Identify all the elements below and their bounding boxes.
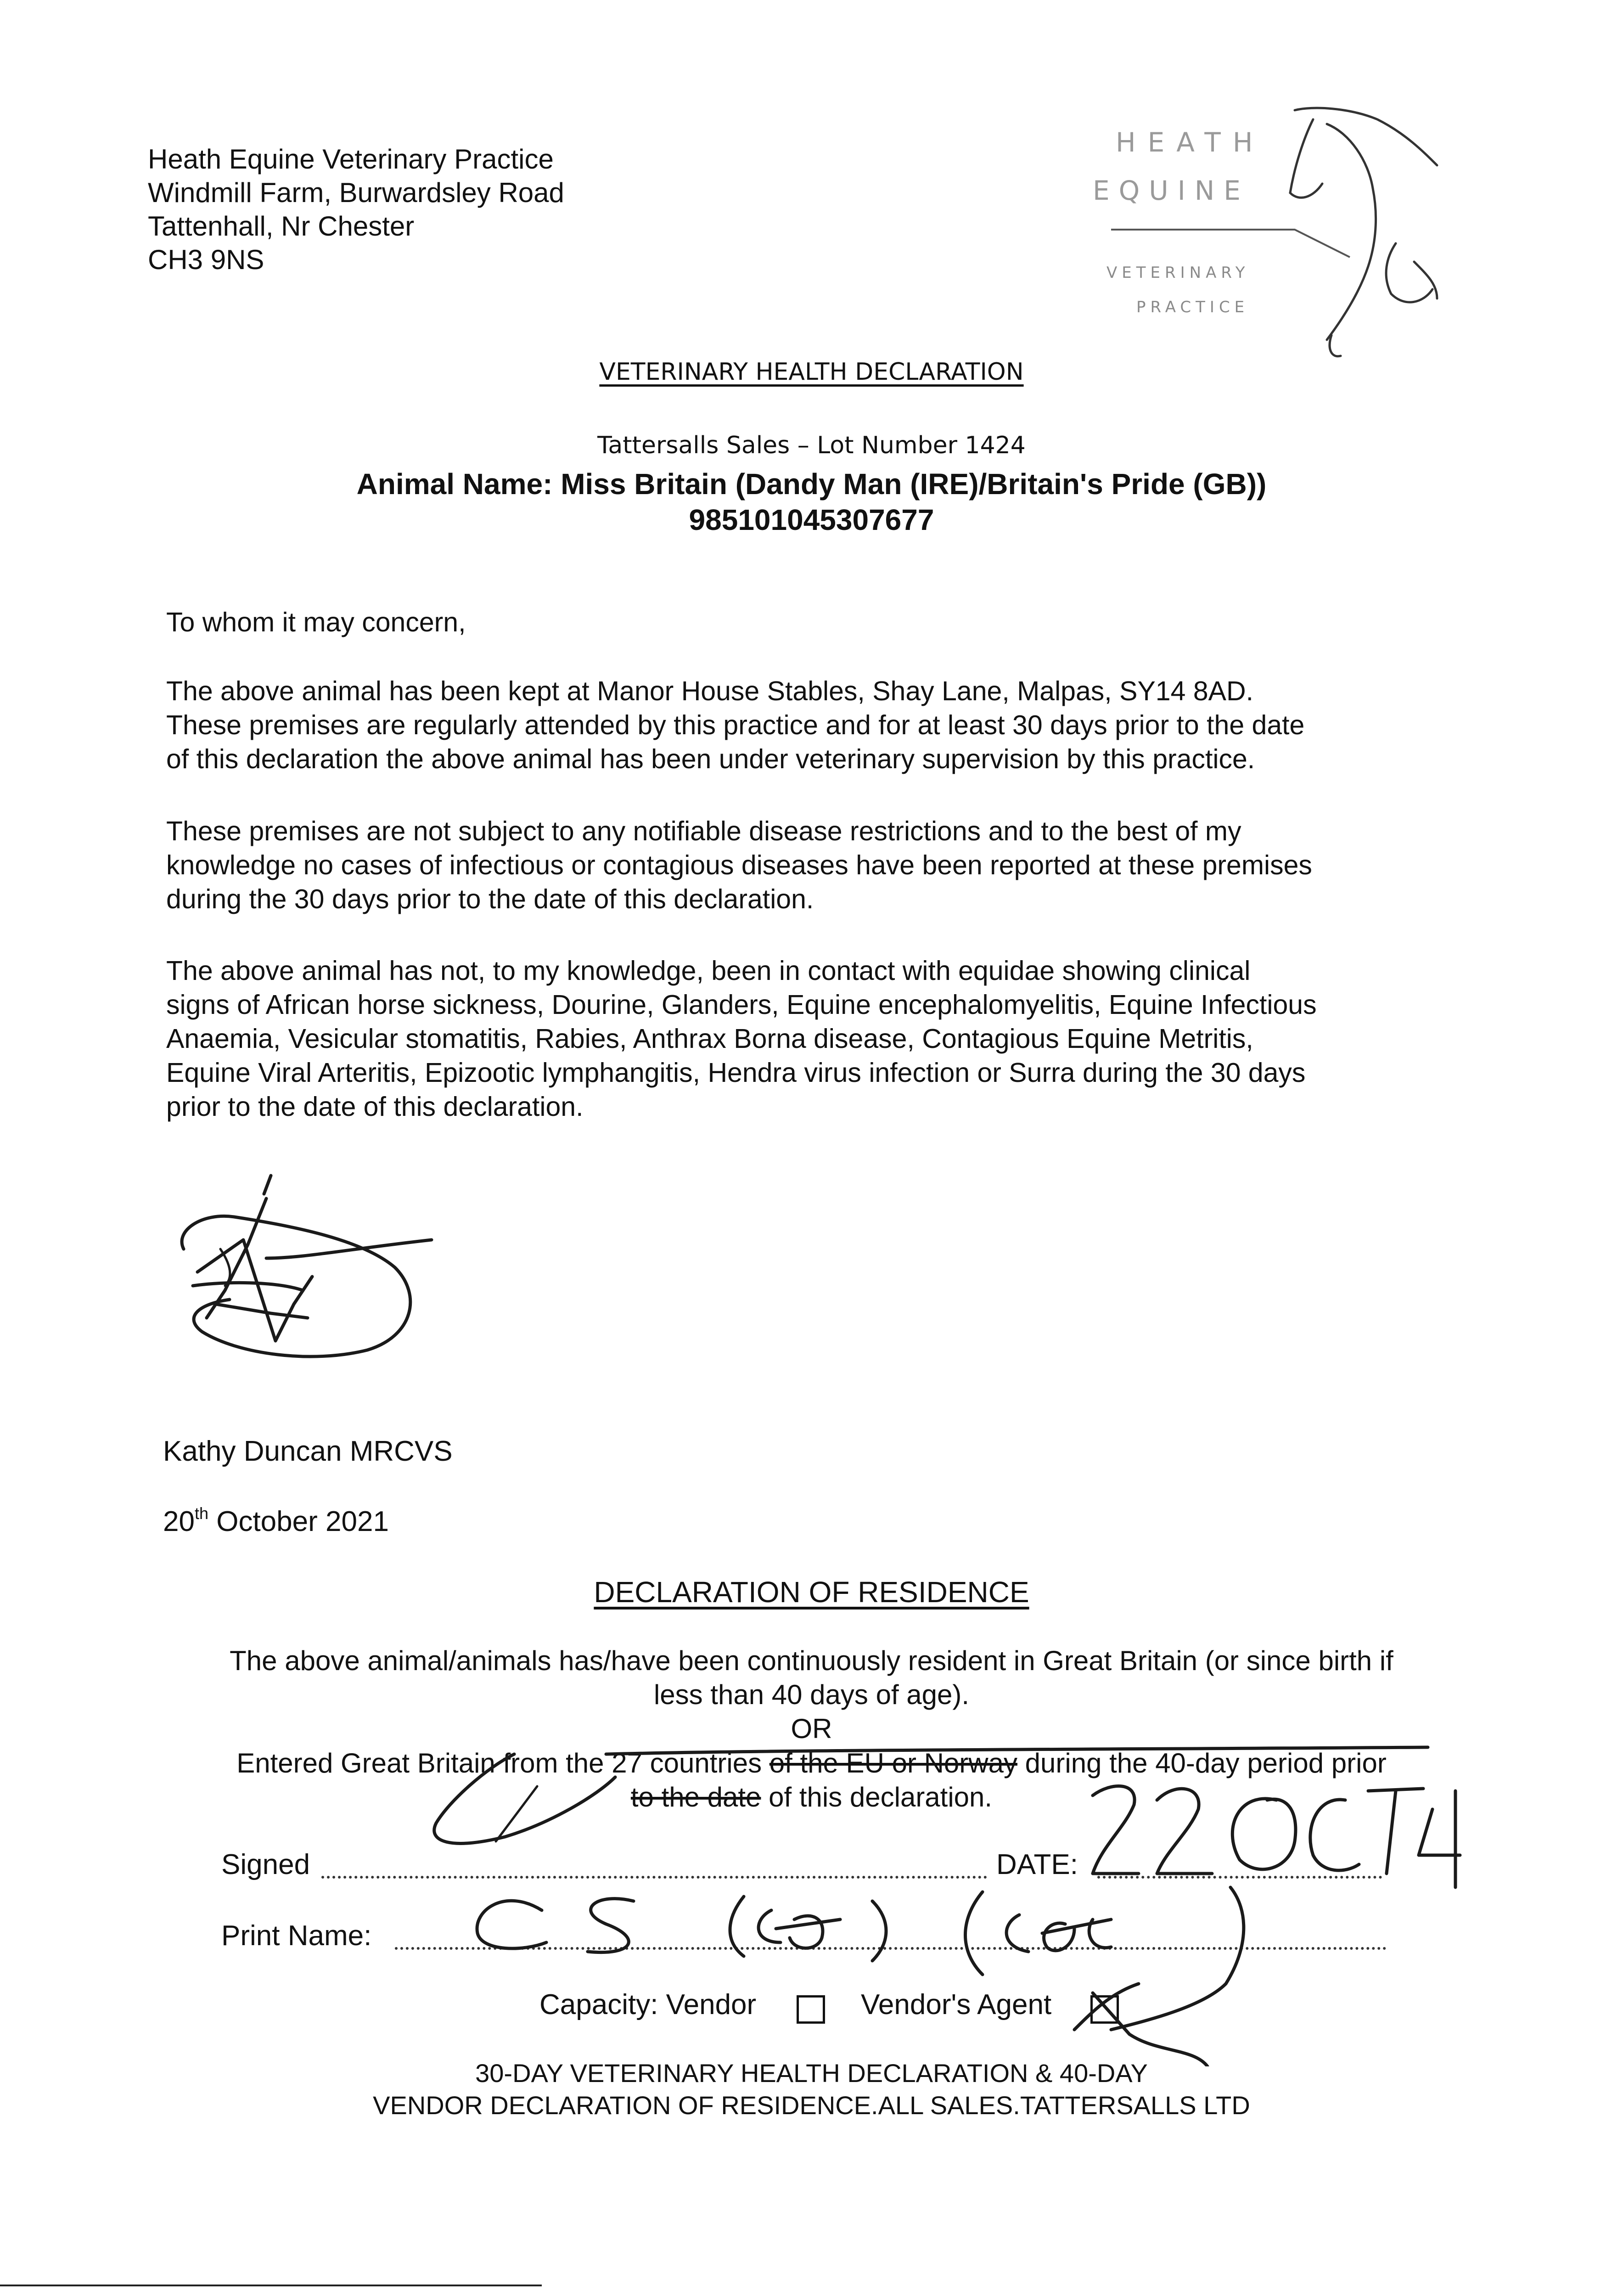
animal-microchip: 985101045307677 <box>689 503 934 536</box>
paragraph-diseases <box>166 954 1498 1124</box>
practice-logo <box>1056 92 1469 377</box>
paragraph-line: signs of African horse sickness, Dourine, Glanders, Equine encephalomyelitis, Equine Infectious <box>166 990 1317 1020</box>
logo-text-heath: HEATH <box>1116 127 1265 158</box>
residence-line1: The above animal/animals has/have been continuously resident in Great Britain (or since birth if <box>230 1645 1393 1676</box>
paragraph-line: Equine Viral Arteritis, Epizootic lymphangitis, Hendra virus infection or Surra during the 30 days <box>166 1058 1306 1088</box>
residence-declaration-title: DECLARATION OF RESIDENCE <box>594 1576 1029 1609</box>
name-handwriting-stroke <box>588 1899 634 1953</box>
date-handwriting-stroke <box>1157 1789 1212 1874</box>
print-name-label: Print Name: <box>221 1920 372 1952</box>
name-handwriting-stroke <box>477 1901 546 1948</box>
name-handwriting-stroke <box>966 1892 983 1975</box>
name-handwriting-stroke <box>1111 1887 1244 2030</box>
horse-head-icon <box>1290 108 1437 356</box>
residence-or: OR <box>791 1713 832 1744</box>
form-footer <box>0 2057 1623 2122</box>
strike-line <box>606 1747 1428 1754</box>
vet-signature <box>156 1166 450 1378</box>
logo-text-equine: EQUINE <box>1093 175 1250 206</box>
paragraph-line: prior to the date of this declaration. <box>166 1092 584 1122</box>
animal-name: Animal Name: Miss Britain (Dandy Man (IRE)/Britain's Pride (GB)) <box>356 467 1267 501</box>
signature-stroke <box>434 1754 615 1843</box>
greeting: To whom it may concern, <box>166 607 466 637</box>
date-handwriting-stroke <box>1368 1789 1423 1874</box>
bottom-rule <box>0 2285 542 2286</box>
paragraph-line: knowledge no cases of infectious or contagious diseases have been reported at these premises <box>166 850 1312 880</box>
struck-text: of the EU or Norway <box>769 1748 1017 1778</box>
footer-line2: VENDOR DECLARATION OF RESIDENCE.ALL SALES.TATTERSALLS LTD <box>373 2091 1250 2120</box>
logo-text-practice: PRACTICE <box>1136 298 1249 316</box>
capacity-label: Capacity: Vendor <box>539 1989 757 2020</box>
practice-name: Heath Equine Veterinary Practice <box>148 144 554 174</box>
entered-statement: Entered Great Britain from the 27 countries of the EU or Norway during the 40-day period prior to the date of this declaration. <box>236 1748 1387 1812</box>
health-declaration-title: VETERINARY HEALTH DECLARATION <box>599 358 1024 386</box>
paragraph-restrictions <box>166 814 1498 916</box>
practice-postcode: CH3 9NS <box>148 244 264 275</box>
date-handwriting-stroke <box>1310 1800 1359 1870</box>
logo-rule <box>1111 230 1350 257</box>
vet-name: Kathy Duncan MRCVS <box>163 1435 453 1467</box>
date-handwriting-stroke <box>1232 1799 1296 1869</box>
paragraph-line: These premises are regularly attended by this practice and for at least 30 days prior to the date <box>166 710 1305 740</box>
practice-address-line2: Tattenhall, Nr Chester <box>148 211 415 242</box>
name-handwriting-stroke <box>1006 1915 1111 1952</box>
residence-line2: less than 40 days of age). <box>653 1679 970 1710</box>
practice-address-line1: Windmill Farm, Burwardsley Road <box>148 177 564 208</box>
name-handwriting-stroke <box>730 1896 886 1961</box>
paragraph-line: These premises are not subject to any notifiable disease restrictions and to the best of my <box>166 816 1241 846</box>
date-handwriting-stroke <box>1419 1791 1460 1887</box>
paragraph-line: The above animal has been kept at Manor House Stables, Shay Lane, Malpas, SY14 8AD. <box>166 676 1253 706</box>
residence-statement <box>0 1644 1623 1746</box>
paragraph-premises <box>166 674 1498 776</box>
signed-label: Signed <box>221 1849 310 1880</box>
logo-text-veterinary: VETERINARY <box>1106 264 1250 282</box>
paragraph-line: of this declaration the above animal has been under veterinary supervision by this practice. <box>166 744 1255 774</box>
footer-line1: 30-DAY VETERINARY HEALTH DECLARATION & 40-DAY <box>475 2059 1148 2088</box>
vendor-agent-label: Vendor's Agent <box>861 1989 1052 2020</box>
checkmark-stroke <box>1074 1984 1207 2066</box>
paragraph-line: The above animal has not, to my knowledge, been in contact with equidae showing clinical <box>166 956 1251 986</box>
handwriting-overlay <box>0 1736 1623 2066</box>
struck-text: to the date <box>630 1782 761 1812</box>
declaration-date: 20th October 2021 <box>163 1504 389 1537</box>
sale-lot-line: Tattersalls Sales – Lot Number 1424 <box>597 432 1026 459</box>
date-handwriting-stroke <box>1093 1786 1139 1874</box>
paragraph-line: during the 30 days prior to the date of this declaration. <box>166 884 814 914</box>
paragraph-line: Anaemia, Vesicular stomatitis, Rabies, Anthrax Borna disease, Contagious Equine Metritis, <box>166 1024 1253 1054</box>
date-label: DATE: <box>996 1849 1078 1880</box>
animal-identity <box>0 466 1623 538</box>
practice-address <box>148 142 564 276</box>
